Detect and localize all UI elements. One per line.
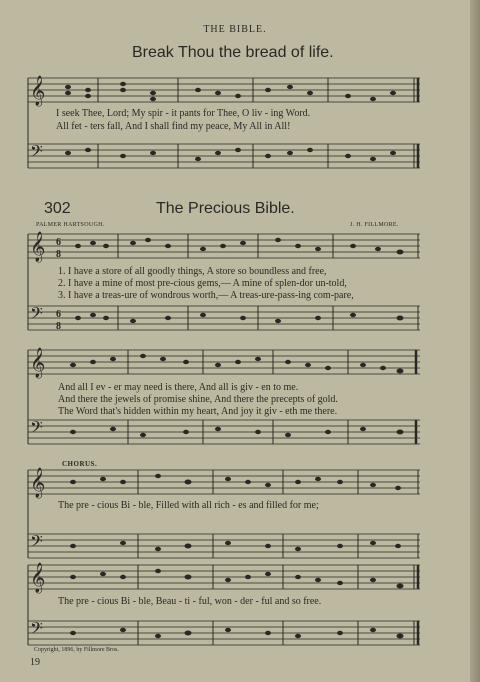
music-system-4 bbox=[28, 470, 420, 562]
verse-line: And there the jewels of promise shine, And there the precepts of gold. bbox=[58, 394, 338, 405]
verse-line: 3. I have a treas-ure of wondrous worth,— A treas-ure-pass-ing com-pare, bbox=[58, 290, 354, 301]
chorus-label: CHORUS. bbox=[62, 460, 98, 468]
lyric-line: I seek Thee, Lord; My spir - it pants for Thee, O liv - ing Word. bbox=[56, 108, 311, 119]
treble-clef-icon: 𝄞 bbox=[30, 468, 46, 497]
treble-clef-icon: 𝄞 bbox=[30, 348, 46, 377]
page-number: 19 bbox=[30, 657, 40, 668]
notes bbox=[70, 474, 401, 551]
bass-clef-icon: 𝄢 bbox=[30, 305, 43, 327]
svg-text:6: 6 bbox=[56, 309, 61, 320]
svg-text:8: 8 bbox=[56, 321, 61, 332]
chorus-line: The pre - cious Bi - ble, Beau - ti - ful, won - der - ful and so free. bbox=[58, 596, 322, 607]
section-header: THE BIBLE. bbox=[203, 24, 267, 35]
previous-hymn-title: Break Thou the bread of life. bbox=[132, 44, 334, 61]
bass-clef-icon: 𝄢 bbox=[30, 620, 43, 642]
time-signature: 6 bbox=[56, 237, 61, 248]
treble-clef-icon: 𝄞 bbox=[30, 76, 46, 105]
svg-text:8: 8 bbox=[56, 249, 61, 260]
bass-clef-icon: 𝄢 bbox=[30, 533, 43, 555]
treble-clef-icon: 𝄞 bbox=[30, 232, 46, 261]
verse-line: And all I ev - er may need is there, And all is giv - en to me. bbox=[58, 382, 299, 393]
verse-line: 1. I have a store of all goodly things, A store so boundless and free, bbox=[58, 266, 327, 277]
treble-clef-icon: 𝄞 bbox=[30, 563, 46, 592]
hymn-number: 302 bbox=[44, 200, 71, 217]
verse-line: The Word that's hidden within my heart, And joy it giv - eth me there. bbox=[58, 406, 338, 417]
page-edge bbox=[470, 0, 480, 682]
bass-staff bbox=[28, 144, 420, 168]
composer-credit: J. H. FILLMORE. bbox=[350, 222, 399, 228]
bass-clef-icon: 𝄢 bbox=[30, 143, 43, 165]
copyright-notice: Copyright, 1896, by Fillmore Bros. bbox=[34, 647, 119, 653]
chorus-line: The pre - cious Bi - ble, Filled with all rich - es and filled for me; bbox=[58, 500, 319, 511]
lyric-line: All fet - ters fall, And I shall find my peace, My All in All! bbox=[56, 121, 291, 132]
verse-line: 2. I have a mine of most pre-cious gems,— A mine of splen-dor un-told, bbox=[58, 278, 347, 289]
author-credit: PALMER HARTSOUGH. bbox=[36, 222, 105, 228]
hymn-title: The Precious Bible. bbox=[156, 200, 295, 217]
bass-clef-icon: 𝄢 bbox=[30, 419, 43, 441]
